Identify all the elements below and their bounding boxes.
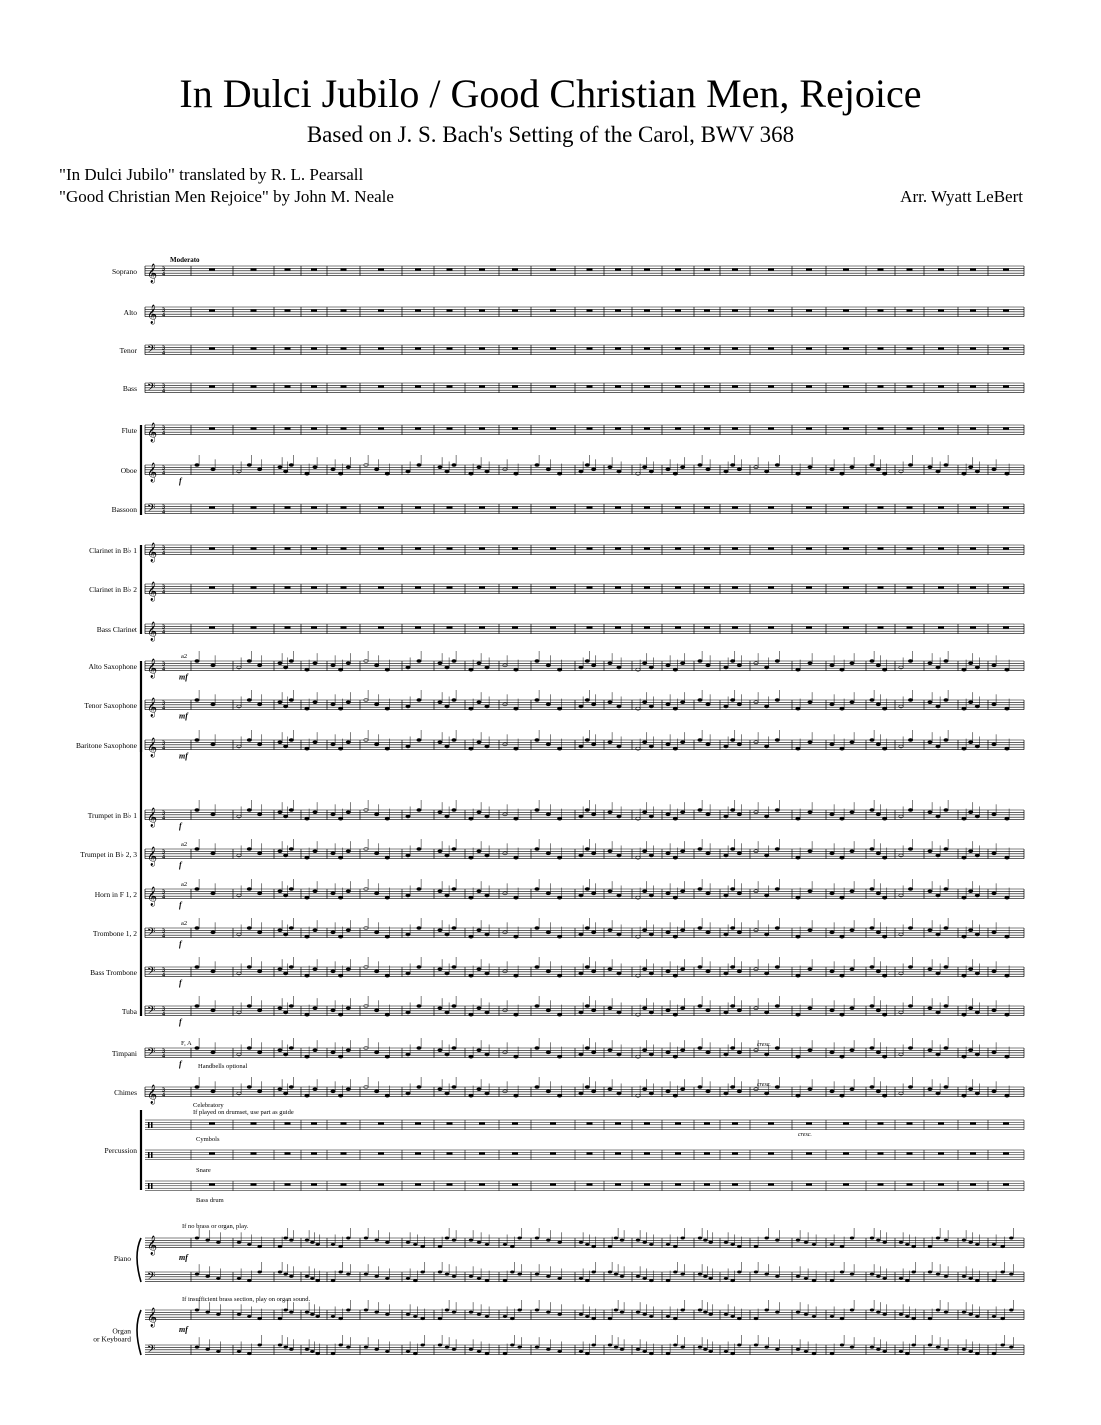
bass-clef-icon: 𝄢 [147, 381, 156, 397]
treble-clef-icon: 𝄞 [147, 658, 158, 679]
time-sig-bottom: 4 [162, 350, 165, 357]
time-sig-top: 3 [162, 928, 165, 935]
instrument-name-5: Oboe [120, 465, 137, 475]
dynamic-12: mf [179, 751, 188, 761]
piano-label: Piano [113, 1254, 131, 1263]
treble-clef-icon: 𝄞 [147, 1307, 158, 1328]
time-sig-top: 3 [162, 504, 165, 511]
bass-clef-icon: 𝄢 [147, 502, 156, 518]
snare-label: Snare [196, 1167, 211, 1174]
time-sig-top: 3 [162, 849, 165, 856]
treble-clef-icon: 𝄞 [147, 737, 158, 758]
page-title: In Dulci Jubilo / Good Christian Men, Rejoice [179, 71, 922, 116]
percussion-clef-icon [148, 1152, 150, 1158]
cresc-marking-3: cresc. [798, 1132, 812, 1138]
staff-flute [145, 423, 1024, 443]
time-sig-top: 3 [162, 465, 165, 472]
staff-trumpet-in-b-1 [145, 800, 1024, 828]
time-sig-bottom: 4 [162, 271, 165, 278]
instrument-name-15: Horn in F 1, 2 [94, 889, 137, 899]
time-sig-bottom: 4 [162, 470, 165, 477]
treble-clef-icon: 𝄞 [147, 422, 158, 443]
time-sig-bottom: 4 [162, 854, 165, 861]
dynamic-11: mf [179, 711, 188, 721]
instrument-name-17: Bass Trombone [90, 967, 137, 977]
marking-14: a2 [181, 841, 188, 848]
dynamic-13: f [179, 821, 182, 831]
time-sig-bottom: 4 [162, 509, 165, 516]
treble-clef-icon: 𝄞 [147, 304, 158, 325]
dynamic-19: f [179, 1059, 182, 1069]
organ-dynamic: mf [179, 1325, 188, 1334]
time-sig-bottom: 4 [162, 666, 165, 673]
time-sig-top: 3 [162, 889, 165, 896]
staff-oboe [145, 455, 1024, 483]
treble-clef-icon: 𝄞 [147, 807, 158, 828]
percussion-clef-icon [148, 1122, 150, 1128]
time-sig-top: 3 [162, 661, 165, 668]
bass-clef-icon: 𝄢 [147, 1004, 156, 1020]
dynamic-5: f [179, 476, 182, 486]
cymbals-label: Cymbols [196, 1136, 220, 1143]
staff-soprano [145, 264, 1024, 284]
instrument-name-1: Alto [123, 307, 137, 317]
dynamic-10: mf [179, 672, 188, 682]
time-sig-top: 3 [162, 425, 165, 432]
treble-clef-icon: 𝄞 [147, 581, 158, 602]
instrument-name-7: Clarinet in B♭ 1 [89, 545, 137, 555]
instrument-name-11: Tenor Saxophone [84, 700, 137, 710]
staff-baritone-saxophone [145, 730, 1024, 758]
marking-19: F, A [181, 1040, 192, 1047]
time-sig-top: 3 [162, 1048, 165, 1055]
treble-clef-icon: 𝄞 [147, 1235, 158, 1256]
bass-clef-icon: 𝄢 [147, 965, 156, 981]
instrument-name-12: Baritone Saxophone [75, 740, 137, 750]
staff-tuba [145, 996, 1024, 1020]
time-sig-top: 3 [162, 700, 165, 707]
staff-bass [145, 382, 1024, 397]
staff-trombone-1-2 [145, 918, 1024, 942]
staff-clarinet-in-b-2 [145, 582, 1024, 602]
time-sig-top: 3 [162, 1006, 165, 1013]
time-sig-top: 3 [162, 624, 165, 631]
piano-note: If no brass or organ, play. [182, 1223, 249, 1230]
treble-clef-icon: 𝄞 [147, 697, 158, 718]
time-sig-top: 3 [162, 545, 165, 552]
time-sig-bottom: 4 [162, 312, 165, 319]
bass-clef-icon: 𝄢 [147, 343, 156, 359]
dynamic-14: f [179, 860, 182, 870]
treble-clef-icon: 𝄞 [147, 1084, 158, 1105]
instrument-name-10: Alto Saxophone [88, 661, 137, 671]
bass-clef-icon: 𝄢 [147, 926, 156, 942]
staff-bass-clarinet [145, 622, 1024, 642]
treble-clef-icon: 𝄞 [147, 263, 158, 284]
piano-brace [137, 1238, 141, 1282]
time-sig-top: 3 [162, 740, 165, 747]
treble-clef-icon: 𝄞 [147, 621, 158, 642]
instrument-name-0: Soprano [112, 266, 137, 276]
time-sig-top: 3 [162, 967, 165, 974]
time-sig-bottom: 4 [162, 815, 165, 822]
treble-clef-icon: 𝄞 [147, 462, 158, 483]
staff-horn-in-f-1-2 [145, 879, 1024, 907]
time-sig-bottom: 4 [162, 629, 165, 636]
marking-10: a2 [181, 653, 188, 660]
treble-clef-icon: 𝄞 [147, 886, 158, 907]
instrument-name-18: Tuba [121, 1006, 137, 1016]
time-sig-bottom: 4 [162, 430, 165, 437]
cresc-marking-2: cresc. [757, 1082, 771, 1088]
instrument-name-8: Clarinet in B♭ 2 [89, 584, 137, 594]
time-sig-top: 3 [162, 307, 165, 314]
instrument-name-4: Flute [121, 425, 137, 435]
piano-dynamic: mf [179, 1253, 188, 1262]
staff-bass-trombone [145, 957, 1024, 981]
staff-timpani [145, 1038, 1024, 1062]
bass-drum-label: Bass drum [196, 1197, 224, 1204]
organ-label-2: or Keyboard [93, 1334, 131, 1344]
staff-alto-saxophone [145, 651, 1024, 679]
staff-clarinet-in-b-1 [145, 543, 1024, 563]
bass-clef-icon: 𝄢 [147, 1046, 156, 1062]
dynamic-17: f [179, 978, 182, 988]
page-subtitle: Based on J. S. Bach's Setting of the Carol, BWV 368 [306, 122, 795, 147]
tempo-marking: Moderato [170, 256, 200, 264]
organ-brace [137, 1310, 141, 1355]
bass-clef-icon: 𝄢 [147, 1343, 156, 1359]
staff-bassoon [145, 503, 1024, 518]
time-sig-top: 3 [162, 383, 165, 390]
organ-label: Organ [112, 1326, 131, 1336]
instrument-name-13: Trumpet in B♭ 1 [87, 810, 137, 820]
chimes-note: Handbells optional [198, 1063, 248, 1070]
dynamic-15: f [179, 900, 182, 910]
staff-tenor-saxophone [145, 690, 1024, 718]
staff-tenor [145, 344, 1024, 359]
time-sig-bottom: 4 [162, 705, 165, 712]
time-sig-top: 3 [162, 1087, 165, 1094]
instrument-name-6: Bassoon [111, 504, 137, 514]
marking-15: a2 [181, 881, 188, 888]
percussion-clef-icon [148, 1183, 150, 1189]
dynamic-18: f [179, 1017, 182, 1027]
dynamic-16: f [179, 939, 182, 949]
percussion-note-celebratory: Celebratory [193, 1102, 224, 1109]
time-sig-bottom: 4 [162, 933, 165, 940]
organ-note: If insufficient brass section, play on organ sound. [182, 1296, 311, 1303]
instrument-name-14: Trumpet in B♭ 2, 3 [80, 849, 137, 859]
time-sig-bottom: 4 [162, 388, 165, 395]
arranger-credit: Arr. Wyatt LeBert [900, 187, 1023, 206]
staff-trumpet-in-b-2-3 [145, 839, 1024, 867]
treble-clef-icon: 𝄞 [147, 846, 158, 867]
time-sig-bottom: 4 [162, 1092, 165, 1099]
instrument-name-19: Timpani [111, 1048, 137, 1058]
translator-credit: "In Dulci Jubilo" translated by R. L. Pearsall [59, 165, 364, 184]
treble-clef-icon: 𝄞 [147, 542, 158, 563]
instrument-name-3: Bass [122, 383, 137, 393]
time-sig-top: 3 [162, 810, 165, 817]
time-sig-bottom: 4 [162, 894, 165, 901]
time-sig-top: 3 [162, 345, 165, 352]
staff-chimes [145, 1077, 1024, 1105]
author-credit: "Good Christian Men Rejoice" by John M. Neale [59, 187, 394, 206]
instrument-name-9: Bass Clarinet [96, 624, 137, 634]
percussion-note-drumset: If played on drumset, use part as guide [193, 1109, 294, 1116]
instrument-name-2: Tenor [119, 345, 137, 355]
time-sig-bottom: 4 [162, 550, 165, 557]
time-sig-top: 3 [162, 584, 165, 591]
time-sig-bottom: 4 [162, 745, 165, 752]
time-sig-bottom: 4 [162, 1011, 165, 1018]
marking-16: a2 [181, 920, 188, 927]
instrument-name-16: Trombone 1, 2 [92, 928, 137, 938]
cresc-marking: cresc. [757, 1042, 771, 1048]
time-sig-top: 3 [162, 266, 165, 273]
time-sig-bottom: 4 [162, 972, 165, 979]
percussion-label: Percussion [104, 1146, 137, 1155]
instrument-name-20: Chimes [114, 1087, 137, 1097]
staff-alto [145, 305, 1024, 325]
time-sig-bottom: 4 [162, 1053, 165, 1060]
bass-clef-icon: 𝄢 [147, 1270, 156, 1286]
time-sig-bottom: 4 [162, 589, 165, 596]
